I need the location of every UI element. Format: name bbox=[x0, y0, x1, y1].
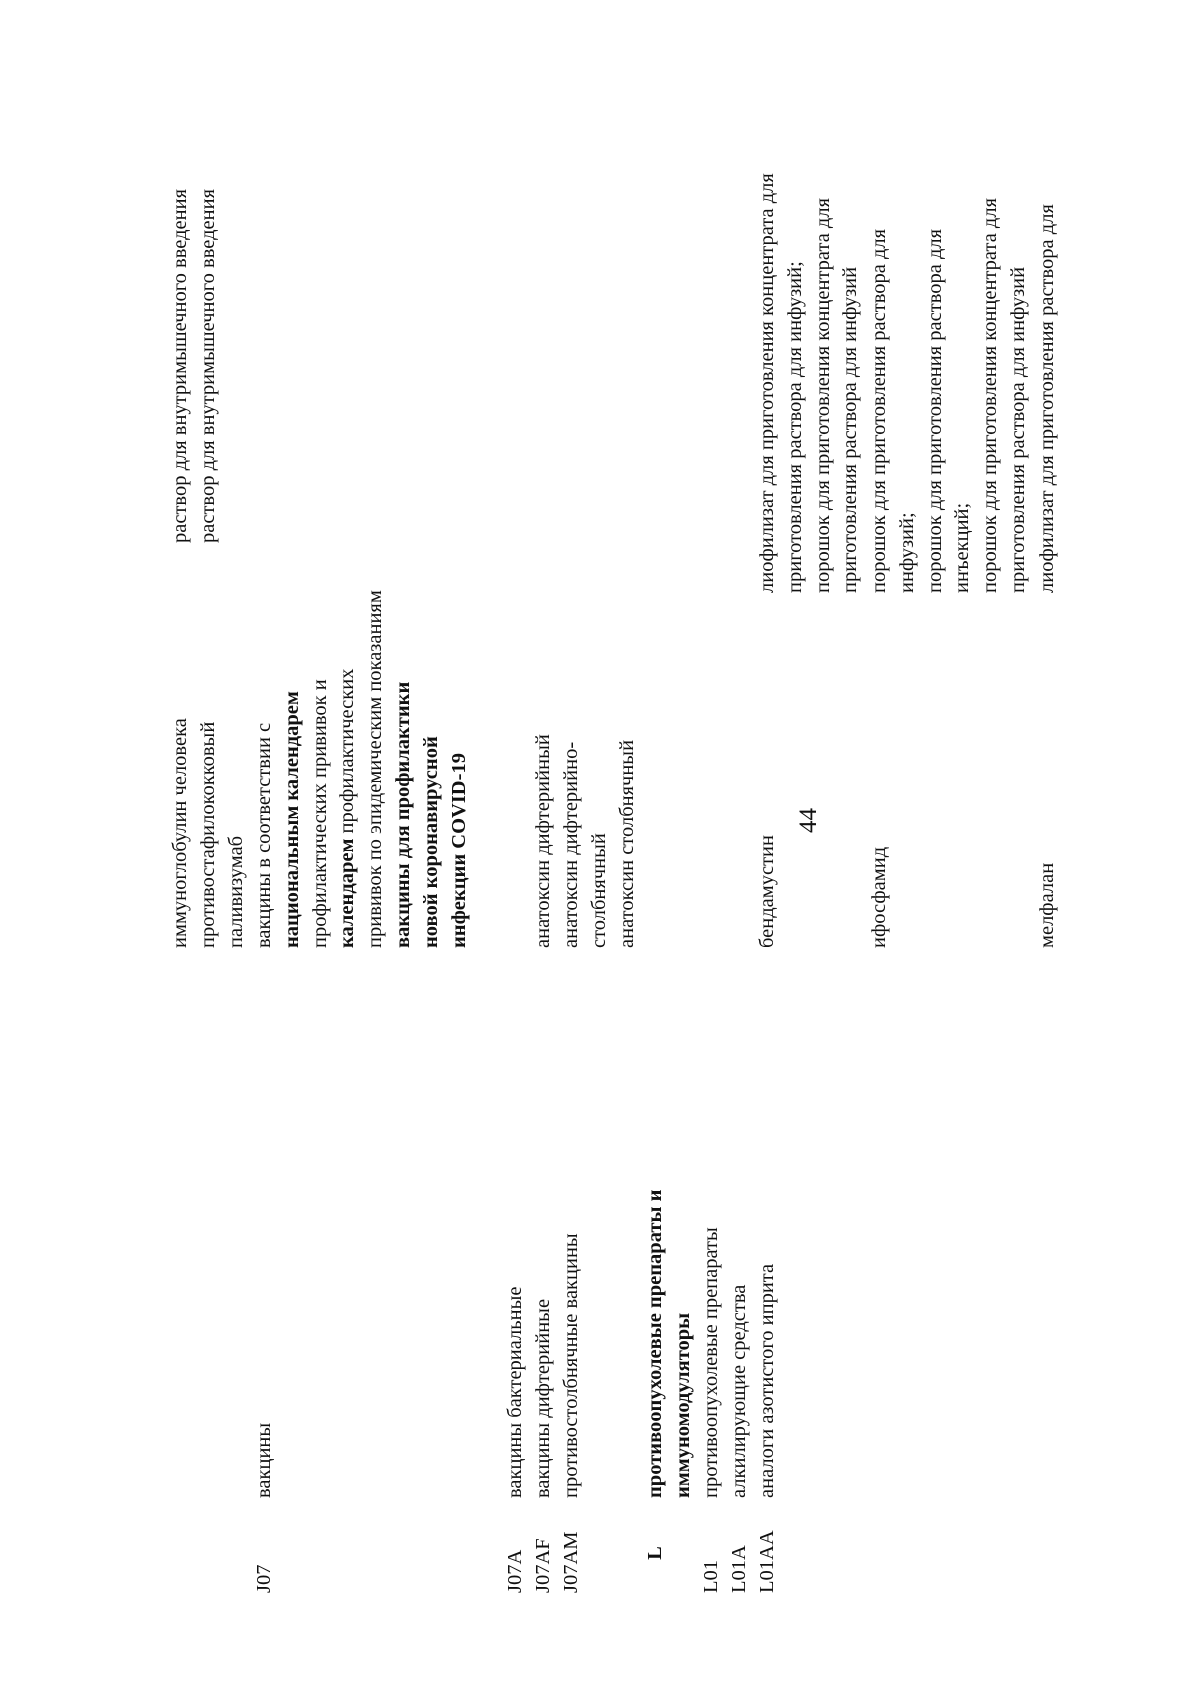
group-name-line: противоопухолевые препараты и bbox=[644, 1189, 666, 1498]
drug-cell bbox=[558, 508, 641, 948]
drug-text: профилактических прививок по эпидемическим показаниям bbox=[336, 590, 387, 948]
drug-line: противостафилококковый bbox=[196, 721, 219, 948]
drug-cell bbox=[223, 508, 251, 948]
drug-line: ифосфамид bbox=[868, 846, 890, 948]
drug-line: анатоксин столбнячный bbox=[615, 739, 638, 948]
drug-cell bbox=[251, 588, 473, 948]
group-name: аналоги азотистого иприта bbox=[756, 1263, 778, 1498]
group-name: вакцины бактериальные bbox=[504, 1286, 526, 1498]
drug-cell bbox=[530, 508, 558, 948]
form-line: инфузий; bbox=[895, 512, 918, 593]
drug-line: столбнячный bbox=[587, 833, 610, 948]
atc-code: J07 bbox=[253, 1564, 275, 1593]
drug-text-bold: календарем bbox=[336, 838, 359, 948]
atc-code: L01 bbox=[700, 1559, 722, 1593]
drug-line: анатоксин дифтерийный bbox=[532, 734, 554, 948]
form-line: приготовления раствора для инфузий; bbox=[783, 261, 806, 593]
drug-line: бендамустин bbox=[756, 835, 778, 948]
group-name: противостолбнячные вакцины bbox=[560, 1233, 582, 1498]
drug-covid-vaccines: вакцины для профилактики новой коронавирусной инфекции COVID-19 bbox=[391, 681, 470, 948]
group-name: вакцины bbox=[253, 1422, 275, 1498]
form-line: порошок для приготовления раствора для bbox=[868, 228, 890, 593]
form-line: приготовления раствора для инфузий bbox=[839, 266, 862, 593]
form-line: инъекций; bbox=[951, 502, 974, 593]
atc-code: L01AA bbox=[756, 1530, 778, 1593]
form-cell bbox=[866, 73, 1033, 593]
group-name: алкилирующие средства bbox=[728, 1284, 750, 1498]
group-name bbox=[642, 1078, 698, 1498]
drug-line: паливизумаб bbox=[224, 835, 247, 948]
form-cell bbox=[754, 73, 865, 593]
drug-text: профилактических прививок и bbox=[308, 679, 331, 948]
form-line: порошок для приготовления концентрата для bbox=[811, 197, 834, 593]
form-line: раствор для внутримышечного введения bbox=[169, 188, 191, 543]
atc-code: J07A bbox=[504, 1549, 526, 1593]
form-cell bbox=[195, 23, 223, 543]
form-cell bbox=[167, 23, 195, 543]
drug-cell bbox=[167, 508, 223, 948]
form-line: лиофилизат для приготовления концентрата для bbox=[756, 173, 778, 593]
form-line: приготовления раствора для инфузий bbox=[1006, 266, 1029, 593]
group-name-line: иммуномодуляторы bbox=[671, 1312, 694, 1498]
drug-line: мелфалан bbox=[1036, 862, 1058, 948]
drug-text-bold: национальным календарем bbox=[280, 691, 303, 948]
atc-code: J07AF bbox=[532, 1538, 554, 1593]
drug-line: иммуноглобулин человека bbox=[169, 718, 191, 948]
form-line: порошок для приготовления концентрата для bbox=[979, 197, 1002, 593]
drug-line: анатоксин дифтерийно- bbox=[560, 741, 582, 948]
drug-text: вакцины в соответствии с bbox=[253, 722, 275, 948]
page-number: 44 bbox=[795, 808, 822, 833]
atc-code: J07AM bbox=[560, 1531, 582, 1593]
form-line: порошок для приготовления раствора для bbox=[923, 228, 946, 593]
group-name: вакцины дифтерийные bbox=[532, 1298, 554, 1498]
atc-code: L01A bbox=[728, 1545, 750, 1593]
atc-code: L bbox=[644, 1546, 666, 1560]
form-line: раствор для внутримышечного введения bbox=[197, 188, 219, 543]
form-cell bbox=[1034, 73, 1062, 593]
form-line: лиофилизат для приготовления раствора для bbox=[1036, 204, 1058, 593]
group-name: противоопухолевые препараты bbox=[700, 1227, 722, 1498]
